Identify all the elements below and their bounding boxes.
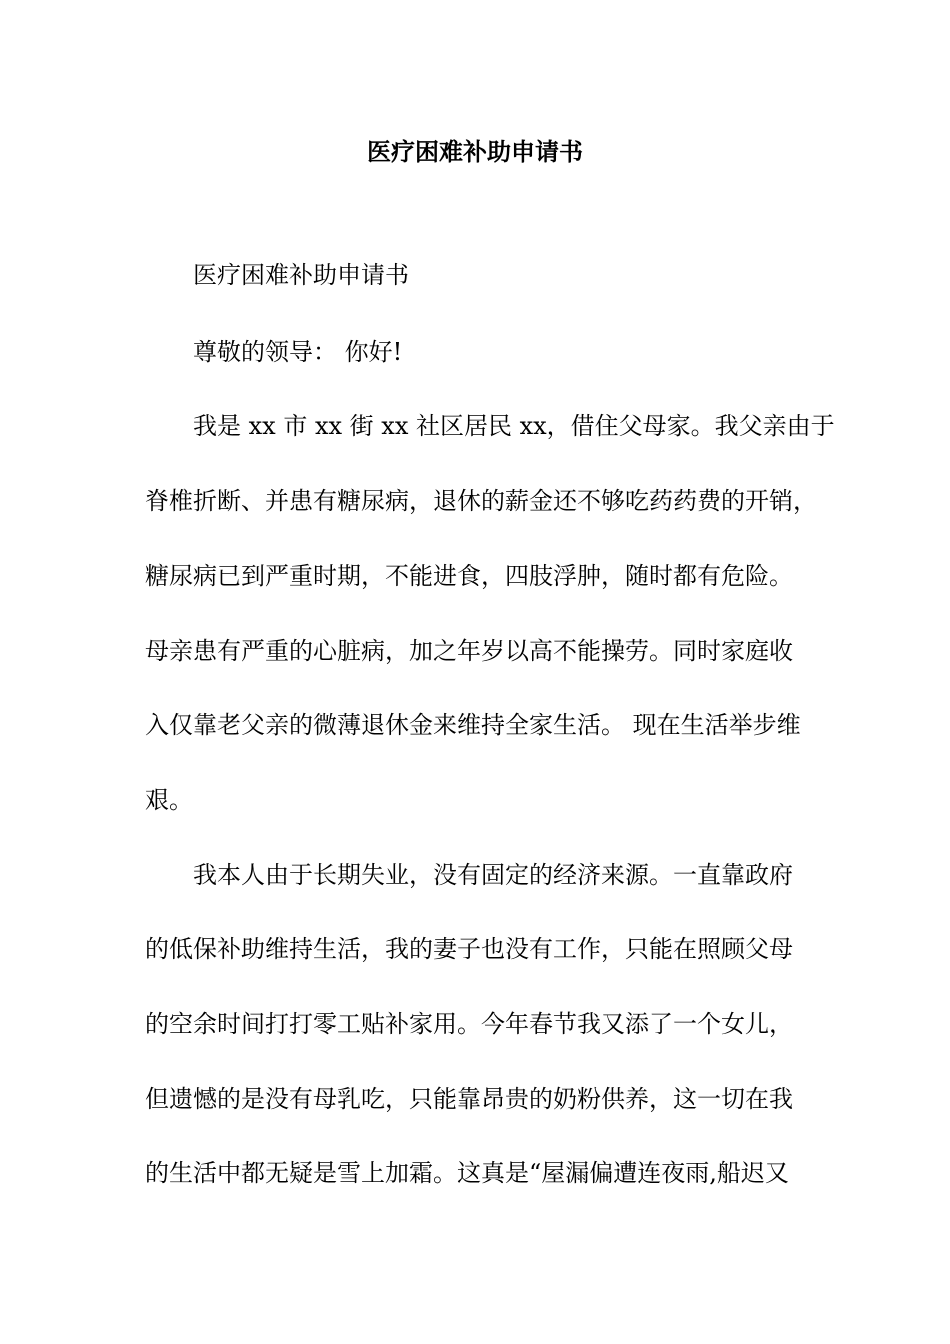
body-line: 的空余时间打打零工贴补家用。今年春节我又添了一个女儿， — [145, 1010, 793, 1038]
body-line: 我是 xx 市 xx 街 xx 社区居民 xx，借住父母家。我父亲由于 — [193, 412, 835, 440]
body-line: 但遗憾的是没有母乳吃，只能靠昂贵的奶粉供养，这一切在我 — [145, 1085, 793, 1113]
document-title: 医疗困难补助申请书 — [367, 137, 583, 166]
body-line: 糖尿病已到严重时期，不能进食，四肢浮肿，随时都有危险。 — [145, 562, 793, 590]
body-line: 艰。 — [145, 786, 193, 814]
body-line: 的生活中都无疑是雪上加霜。这真是“屋漏偏遭连夜雨,船迟又 — [145, 1159, 789, 1187]
body-line-heading: 医疗困难补助申请书 — [193, 261, 409, 289]
body-line: 母亲患有严重的心脏病，加之年岁以高不能操劳。同时家庭收 — [145, 637, 793, 665]
body-line: 的低保补助维持生活，我的妻子也没有工作，只能在照顾父母 — [145, 935, 793, 963]
body-line: 脊椎折断、并患有糖尿病，退休的薪金还不够吃药药费的开销， — [145, 487, 817, 515]
body-line-salutation: 尊敬的领导： 你好! — [193, 338, 403, 366]
body-line: 我本人由于长期失业，没有固定的经济来源。一直靠政府 — [193, 861, 793, 889]
body-line: 入仅靠老父亲的微薄退休金来维持全家生活。 现在生活举步维 — [145, 711, 801, 739]
